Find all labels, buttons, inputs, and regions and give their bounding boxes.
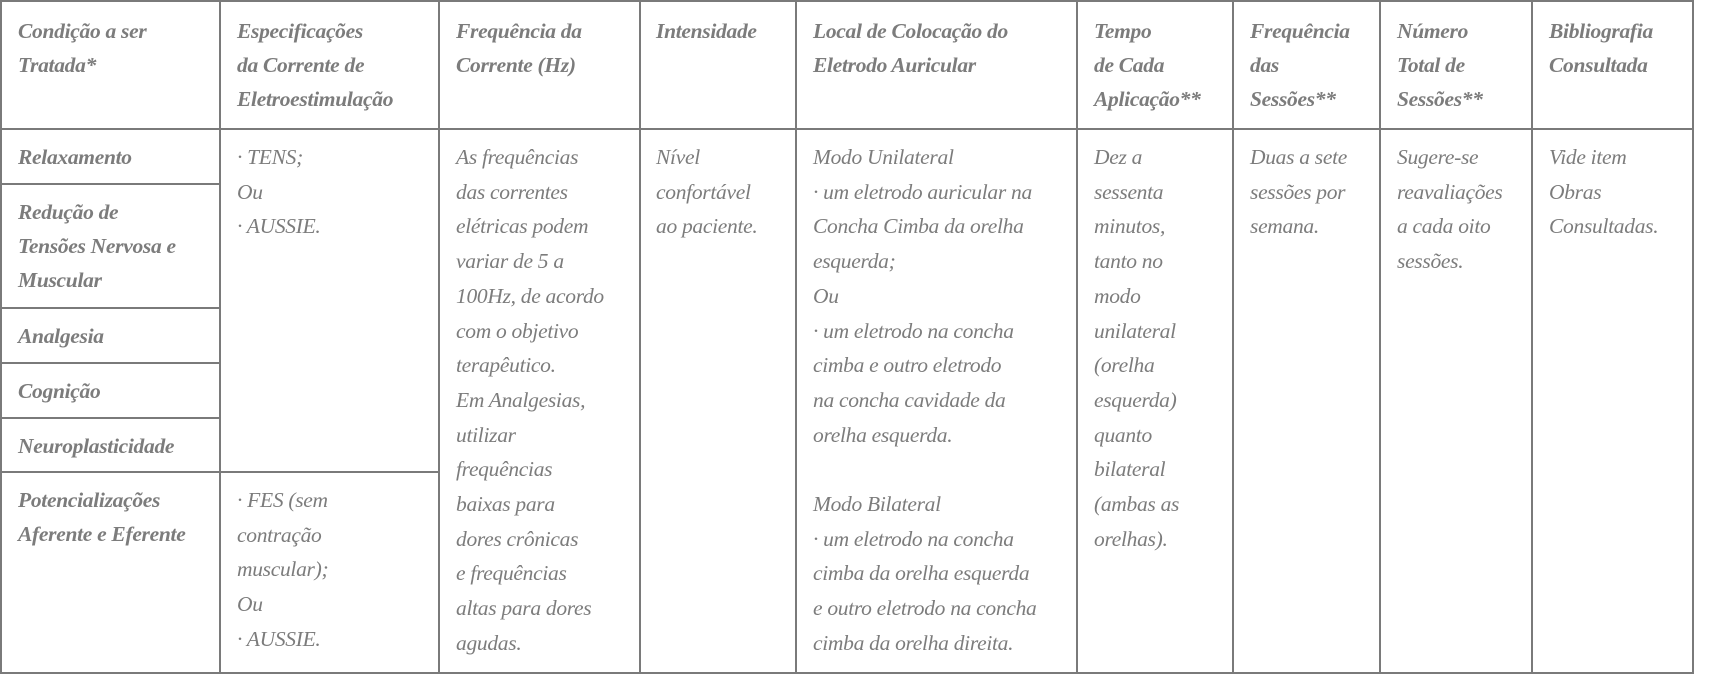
header-session-frequency: Frequência das Sessões**	[1250, 19, 1350, 111]
column-divider	[438, 0, 440, 674]
header-electrode-location: Local de Colocação do Eletrodo Auricular	[813, 19, 1008, 77]
table-border-top	[0, 0, 1694, 2]
current-spec-cell: · FES (sem contração muscular); Ou · AUSSIE.	[237, 488, 329, 651]
row-divider	[0, 362, 220, 364]
row-divider	[0, 307, 220, 309]
column-divider	[795, 0, 797, 674]
electrode-location-cell: Modo Unilateral · um eletrodo auricular na Concha Cimba da orelha esquerda; Ou · um eletrodo na concha cimba e outro eletrodo na concha cavidade da orelha esquerda. Modo Bilateral · um eletrodo na concha cimba da orelha esquerda e outro eletrodo na concha cimba da orelha direita.	[813, 145, 1037, 655]
condition-cell: Analgesia	[18, 324, 104, 348]
condition-cell: Redução de Tensões Nervosa e Muscular	[18, 200, 176, 292]
header-current-specs: Especificações da Corrente de Eletroestimulação	[237, 19, 394, 111]
header-total-sessions: Número Total de Sessões**	[1397, 19, 1483, 111]
row-divider	[0, 183, 220, 185]
table-border-left	[0, 0, 2, 674]
table-border-bottom	[0, 672, 1694, 674]
application-time-cell: Dez a sessenta minutos, tanto no modo unilateral (orelha esquerda) quanto bilateral (ambas as orelhas).	[1094, 145, 1180, 551]
header-application-time: Tempo de Cada Aplicação**	[1094, 19, 1201, 111]
frequency-cell: As frequências das correntes elétricas podem variar de 5 a 100Hz, de acordo com o objetivo terapêutico. Em Analgesias, utilizar frequências baixas para dores crônicas e frequências altas para dores agudas.	[456, 145, 604, 655]
session-frequency-cell: Duas a sete sessões por semana.	[1250, 145, 1348, 239]
header-condition: Condição a ser Tratada*	[18, 19, 147, 77]
header-divider	[0, 128, 1694, 130]
row-divider	[0, 417, 220, 419]
column-divider	[219, 0, 221, 674]
header-intensity: Intensidade	[656, 19, 757, 43]
column-divider	[1232, 0, 1234, 674]
column-divider	[1076, 0, 1078, 674]
intensity-cell: Nível confortável ao paciente.	[656, 145, 758, 239]
header-bibliography: Bibliografia Consultada	[1549, 19, 1653, 77]
condition-cell: Cognição	[18, 379, 101, 403]
header-frequency: Frequência da Corrente (Hz)	[456, 19, 582, 77]
table-border-right	[1692, 0, 1694, 674]
condition-cell: Potencializações Aferente e Eferente	[18, 488, 186, 546]
current-spec-cell: · TENS; Ou · AUSSIE.	[237, 145, 321, 239]
condition-cell: Relaxamento	[18, 145, 132, 169]
bibliography-cell: Vide item Obras Consultadas.	[1549, 145, 1659, 239]
total-sessions-cell: Sugere-se reavaliações a cada oito sessões.	[1397, 145, 1503, 274]
column-divider	[1531, 0, 1533, 674]
condition-cell: Neuroplasticidade	[18, 434, 175, 458]
